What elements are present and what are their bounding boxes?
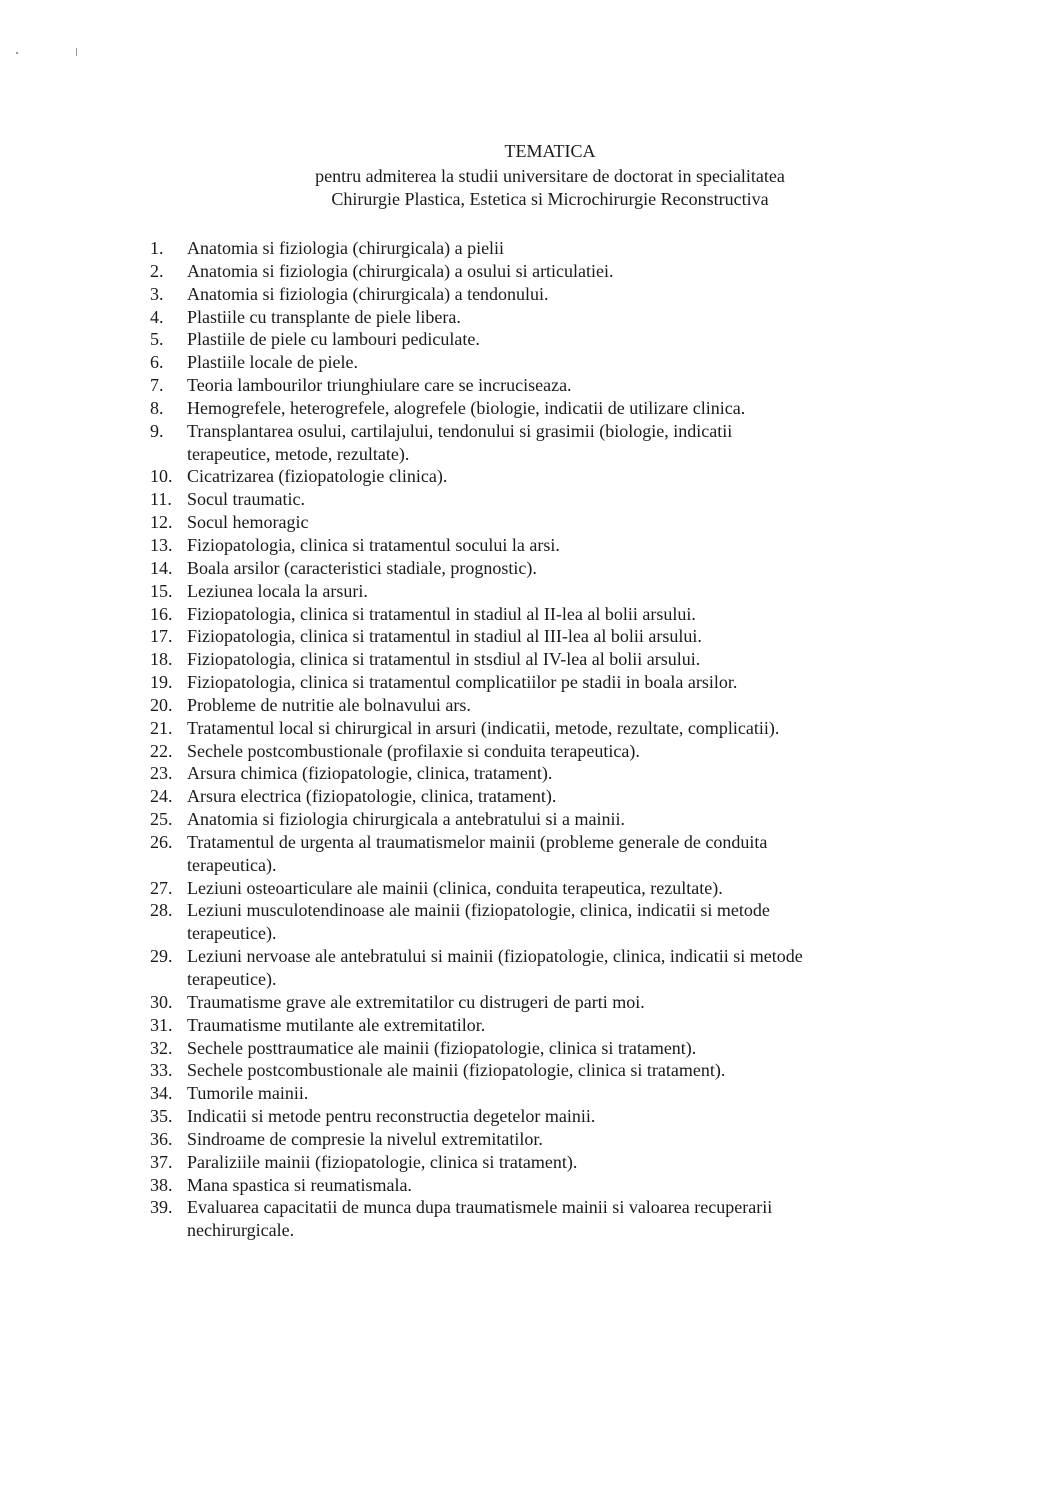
- item-number: 8.: [150, 397, 164, 418]
- list-item: [150, 557, 803, 580]
- item-number: 22.: [150, 740, 173, 761]
- item-text: Sechele posttraumatice ale mainii (fiziopatologie, clinica si tratament).: [187, 1037, 697, 1058]
- item-text: Anatomia si fiziologia chirurgicala a antebratului si a mainii.: [187, 809, 626, 830]
- item-number: 23.: [150, 763, 173, 784]
- list-item: [150, 740, 803, 763]
- document-title: TEMATICA: [504, 141, 596, 161]
- list-item: [150, 283, 803, 306]
- item-number: 5.: [150, 329, 164, 350]
- item-text: Anatomia si fiziologia (chirurgicala) a pielii: [187, 238, 505, 258]
- list-item: [150, 945, 803, 991]
- item-text: Evaluarea capacitatii de munca dupa traumatismele mainii si valoarea recuperarii: [187, 1197, 773, 1218]
- item-number: 32.: [150, 1037, 173, 1058]
- list-item: [150, 511, 803, 534]
- item-text: Traumatisme mutilante ale extremitatilor.: [187, 1014, 486, 1035]
- item-text: Sindroame de compresie la nivelul extremitatilor.: [187, 1128, 543, 1149]
- item-text: Boala arsilor (caracteristici stadiale, prognostic).: [187, 557, 537, 578]
- item-number: 12.: [150, 512, 173, 533]
- item-number: 33.: [150, 1060, 173, 1081]
- subtitle-line-2: Chirurgie Plastica, Estetica si Microchirurgie Reconstructiva: [331, 189, 769, 209]
- item-number: 15.: [150, 580, 173, 601]
- item-text: Paraliziile mainii (fiziopatologie, clinica si tratament).: [187, 1151, 578, 1172]
- topic-list: [150, 237, 803, 1242]
- item-text: Plastiile cu transplante de piele libera.: [187, 306, 461, 327]
- list-item: [150, 694, 803, 717]
- item-number: 10.: [150, 466, 173, 487]
- list-item: [150, 1151, 803, 1174]
- item-number: 21.: [150, 717, 173, 738]
- item-text: Indicatii si metode pentru reconstructia degetelor mainii.: [187, 1106, 596, 1127]
- list-item: [150, 260, 803, 283]
- list-item: [150, 1037, 803, 1060]
- item-number: 19.: [150, 672, 173, 693]
- item-text: Leziuni nervoase ale antebratului si mainii (fiziopatologie, clinica, indicatii si metode: [187, 946, 803, 967]
- scan-speck: [76, 48, 77, 56]
- item-text: Mana spastica si reumatismala.: [187, 1174, 412, 1195]
- item-number: 25.: [150, 809, 173, 830]
- list-item: [150, 877, 803, 900]
- list-item: [150, 488, 803, 511]
- item-text: Leziuni musculotendinoase ale mainii (fiziopatologie, clinica, indicatii si metode: [187, 900, 770, 921]
- item-number: 38.: [150, 1174, 173, 1195]
- item-number: 18.: [150, 649, 173, 670]
- item-number: 6.: [150, 352, 164, 373]
- item-text: Fiziopatologia, clinica si tratamentul in stadiul al II-lea al bolii arsului.: [187, 603, 696, 624]
- list-item: [150, 1174, 803, 1197]
- item-text: Anatomia si fiziologia (chirurgicala) a tendonului.: [187, 283, 549, 304]
- list-item: [150, 671, 803, 694]
- item-number: 11.: [150, 489, 172, 510]
- item-text-continuation: nechirurgicale.: [187, 1220, 295, 1241]
- list-item: [150, 991, 803, 1014]
- item-text: Fiziopatologia, clinica si tratamentul in stsdiul al IV-lea al bolii arsului.: [187, 649, 701, 670]
- list-item: [150, 899, 803, 945]
- item-number: 29.: [150, 946, 173, 967]
- list-item: [150, 351, 803, 374]
- item-text: Traumatisme grave ale extremitatilor cu distrugeri de parti moi.: [187, 991, 645, 1012]
- item-number: 20.: [150, 694, 173, 715]
- list-item: [150, 1105, 803, 1128]
- item-text: Probleme de nutritie ale bolnavului ars.: [187, 694, 471, 715]
- list-item: [150, 1059, 803, 1082]
- item-text: Transplantarea osului, cartilajului, tendonului si grasimii (biologie, indicatii: [187, 420, 733, 441]
- list-item: [150, 1014, 803, 1037]
- list-item: [150, 1082, 803, 1105]
- list-item: [150, 237, 803, 260]
- item-text: Tratamentul local si chirurgical in arsuri (indicatii, metode, rezultate, complicatii).: [187, 717, 780, 738]
- list-item: [150, 580, 803, 603]
- item-number: 37.: [150, 1151, 173, 1172]
- item-number: 17.: [150, 626, 173, 647]
- list-item: [150, 762, 803, 785]
- item-number: 9.: [150, 420, 164, 441]
- item-text: Hemogrefele, heterogrefele, alogrefele (biologie, indicatii de utilizare clinica.: [187, 397, 746, 418]
- item-text: Arsura electrica (fiziopatologie, clinica, tratament).: [187, 786, 557, 807]
- list-item: [150, 831, 803, 877]
- item-number: 39.: [150, 1197, 173, 1218]
- list-item: [150, 1128, 803, 1151]
- item-number: 28.: [150, 900, 173, 921]
- item-number: 26.: [150, 831, 173, 852]
- item-text: Fiziopatologia, clinica si tratamentul socului la arsi.: [187, 534, 560, 555]
- item-text: Leziuni osteoarticulare ale mainii (clinica, conduita terapeutica, rezultate).: [187, 877, 723, 898]
- item-number: 31.: [150, 1014, 173, 1035]
- item-text: Plastiile locale de piele.: [187, 352, 358, 373]
- item-text: Arsura chimica (fiziopatologie, clinica, tratament).: [187, 763, 553, 784]
- item-text: Tumorile mainii.: [187, 1083, 309, 1104]
- item-text-continuation: terapeutice).: [187, 969, 277, 989]
- item-text: Anatomia si fiziologia (chirurgicala) a osului si articulatiei.: [187, 260, 614, 281]
- item-text: Socul hemoragic: [187, 512, 309, 533]
- list-item: [150, 465, 803, 488]
- scan-speck: [16, 52, 18, 54]
- list-item: [150, 1196, 803, 1242]
- item-text-continuation: terapeutica).: [187, 854, 277, 875]
- list-item: [150, 603, 803, 626]
- list-item: [150, 717, 803, 740]
- item-text: Teoria lambourilor triunghiulare care se incruciseaza.: [187, 375, 572, 396]
- list-item: [150, 328, 803, 351]
- item-number: 16.: [150, 603, 173, 624]
- item-number: 4.: [150, 306, 164, 327]
- item-text-continuation: terapeutice, metode, rezultate).: [187, 443, 410, 464]
- item-number: 27.: [150, 877, 173, 898]
- item-number: 30.: [150, 991, 173, 1012]
- subtitle-line-1: pentru admiterea la studii universitare de doctorat in specialitatea: [315, 166, 785, 186]
- list-item: [150, 397, 803, 420]
- item-number: 7.: [150, 375, 164, 396]
- item-text: Socul traumatic.: [187, 489, 305, 510]
- list-item: [150, 785, 803, 808]
- list-item: [150, 534, 803, 557]
- item-number: 3.: [150, 283, 164, 304]
- item-text: Tratamentul de urgenta al traumatismelor mainii (probleme generale de conduita: [187, 831, 768, 852]
- item-number: 14.: [150, 557, 173, 578]
- item-text: Plastiile de piele cu lambouri pediculate.: [187, 329, 480, 350]
- item-text: Cicatrizarea (fiziopatologie clinica).: [187, 466, 448, 487]
- item-number: 34.: [150, 1083, 173, 1104]
- item-text: Sechele postcombustionale ale mainii (fiziopatologie, clinica si tratament).: [187, 1060, 726, 1081]
- list-item: [150, 625, 803, 648]
- item-number: 13.: [150, 534, 173, 555]
- item-text-continuation: terapeutice).: [187, 923, 277, 944]
- list-item: [150, 420, 803, 466]
- item-text: Fiziopatologia, clinica si tratamentul complicatiilor pe stadii in boala arsilor.: [187, 672, 738, 693]
- item-number: 36.: [150, 1128, 173, 1149]
- list-item: [150, 648, 803, 671]
- item-number: 24.: [150, 786, 173, 807]
- item-number: 35.: [150, 1106, 173, 1127]
- item-text: Leziunea locala la arsuri.: [187, 580, 368, 601]
- item-number: 1.: [150, 238, 164, 258]
- list-item: [150, 306, 803, 329]
- item-number: 2.: [150, 260, 164, 281]
- list-item: [150, 374, 803, 397]
- list-item: [150, 808, 803, 831]
- item-text: Fiziopatologia, clinica si tratamentul in stadiul al III-lea al bolii arsului.: [187, 626, 702, 647]
- item-text: Sechele postcombustionale (profilaxie si conduita terapeutica).: [187, 740, 640, 761]
